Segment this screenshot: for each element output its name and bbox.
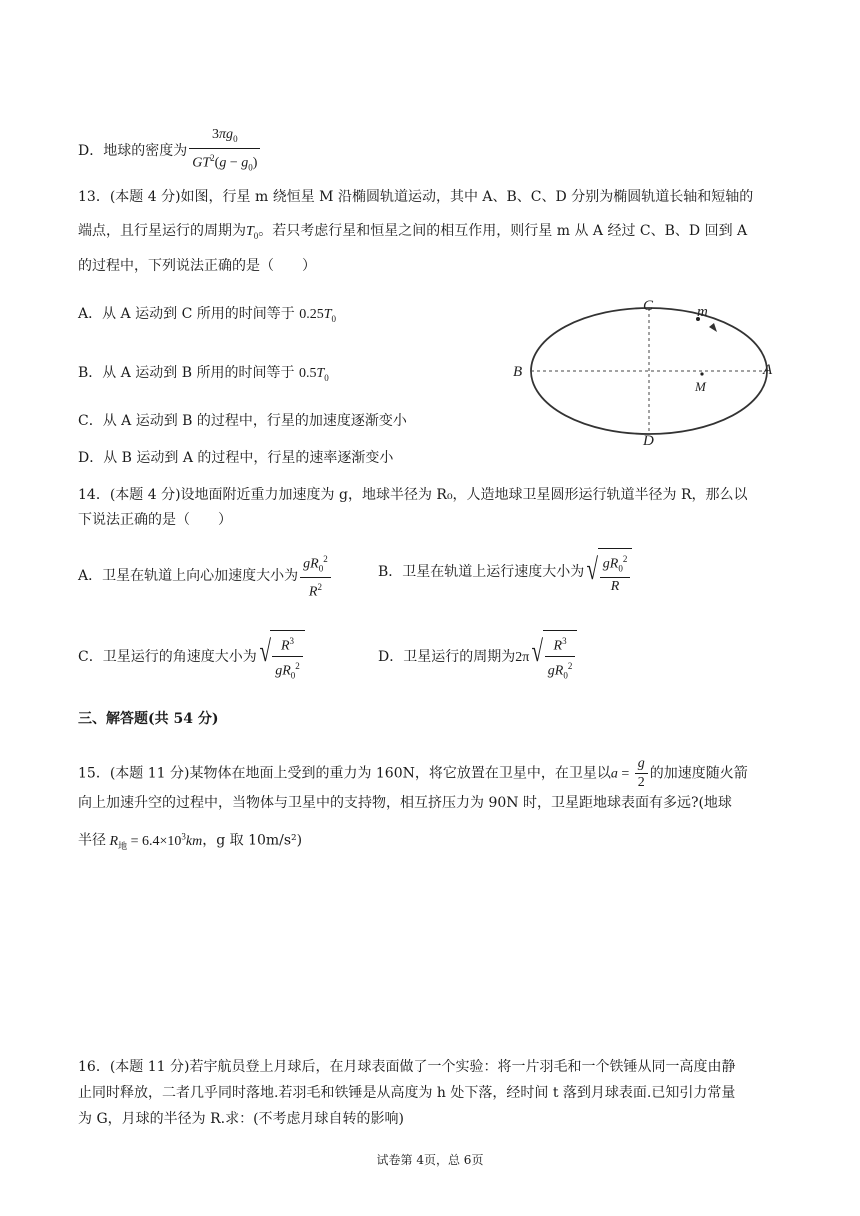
q15-line1: 15．(本题 11 分)某物体在地面上受到的重力为 160N，将它放置在卫星中，在卫星以a = $\frac{g}{2}$ 的加速度随火箭 [78, 756, 748, 790]
label-B: B [513, 364, 523, 380]
q16-line2: 止同时释放，二者几乎同时落地.若羽毛和铁锤是从高度为 h 处下落，经时间 t 落到月球表面.已知引力常量 [78, 1085, 736, 1101]
q13-line1: 13．(本题 4 分)如图，行星 m 绕恒星 M 沿椭圆轨道运动，其中 A、B、C、D 分别为椭圆轨道长轴和短轴的 [78, 189, 754, 205]
q15-line3: 半径 $R_地 = 6.4\times 10^3km$，g 取 10m/s²) [78, 831, 303, 851]
section-heading: 三、解答题(共 54 分) [78, 711, 219, 727]
q14-option-d: D．卫星运行的周期为2π √ $\frac{R^3}{gR_0^2}$ [378, 630, 577, 684]
q13-option-b-text: B．从 A 运动到 B 所用的时间等于 [78, 365, 299, 381]
q12-option-d-text: D．地球的密度为 [78, 143, 188, 160]
direction-arrow-icon [709, 323, 717, 332]
q12-option-d [78, 126, 262, 176]
label-D: D [643, 433, 654, 449]
q15-line3-post: ，g 取 10m/s²) [202, 832, 303, 849]
label-A: A [763, 362, 773, 378]
q15-line1-pre: 15．(本题 11 分)某物体在地面上受到的重力为 160N，将它放置在卫星中，在卫星以 [78, 765, 611, 782]
star-M-dot [700, 372, 703, 375]
orbit-figure [505, 290, 795, 450]
page-footer: 试卷第 4页，总 6页 [376, 1153, 484, 1167]
q15-line1-post: 的加速度随火箭 [649, 765, 748, 782]
q14-option-b-text: B．卫星在轨道上运行速度大小为 [378, 564, 585, 581]
q14-option-d-text: D．卫星运行的周期为 [378, 649, 516, 666]
label-M: M [695, 379, 706, 394]
label-m: m [697, 304, 708, 320]
q13-line3: 的过程中，下列说法正确的是（ ） [78, 258, 316, 274]
q13-option-b: B．从 A 运动到 B 所用的时间等于 $0.5T_0$ [78, 365, 329, 383]
q13-option-a-text: A．从 A 运动到 C 所用的时间等于 [78, 306, 300, 322]
q14-option-c: C．卫星运行的角速度大小为 √ $\frac{R^3}{gR_0^2}$ [78, 630, 305, 684]
q16-line3: 为 G，月球的半径为 R.求：(不考虑月球自转的影响) [78, 1111, 404, 1127]
label-C: C [643, 298, 654, 314]
q14-option-a-text: A．卫星在轨道上向心加速度大小为 [78, 568, 299, 585]
q13-option-c: C．从 A 运动到 B 的过程中，行星的加速度逐渐变小 [78, 413, 407, 429]
q15-line2: 向上加速升空的过程中，当物体与卫星中的支持物，相互挤压力为 90N 时，卫星距地球表面有多远?(地球 [78, 795, 732, 811]
q13-option-a: A．从 A 运动到 C 所用的时间等于 $0.25T_0$ [78, 306, 336, 324]
q13-line2: 端点，且行星运行的周期为$T_0$。若只考虑行星和恒星之间的相互作用，则行星 m 从 A 经过 C、B、D 回到 A [78, 223, 748, 241]
q13-option-d: D．从 B 运动到 A 的过程中，行星的速率逐渐变小 [78, 450, 394, 466]
q14-line2: 下说法正确的是（ ） [78, 512, 232, 528]
q14-option-b: B．卫星在轨道上运行速度大小为 √ $\frac{gR_0^2}{R}$ [378, 548, 632, 596]
q14-line1: 14．(本题 4 分)设地面附近重力加速度为 g，地球半径为 R₀，人造地球卫星圆形运行轨道半径为 R，那么以 [78, 487, 748, 503]
q13-line2-pre: 端点，且行星运行的周期为 [78, 223, 246, 239]
q15-line3-pre: 半径 [78, 832, 106, 849]
q13-line2-post: 。若只考虑行星和恒星之间的相互作用，则行星 m 从 A 经过 C、B、D 回到 A [258, 223, 748, 239]
q16-line1: 16．(本题 11 分)若宇航员登上月球后，在月球表面做了一个实验：将一片羽毛和一个铁锤从同一高度由静 [78, 1059, 736, 1075]
density-formula: $\frac{3\pi g_0}{GT^2(g - g_0)}$ [189, 126, 260, 176]
q13-option-b-val: 0.5 [298, 366, 317, 381]
q14-option-a: A．卫星在轨道上向心加速度大小为 $\frac{gR_0^2}{R^2}$ [78, 550, 333, 602]
q14-option-c-text: C．卫星运行的角速度大小为 [78, 649, 257, 666]
q13-option-a-val: 0.25 [299, 307, 324, 322]
